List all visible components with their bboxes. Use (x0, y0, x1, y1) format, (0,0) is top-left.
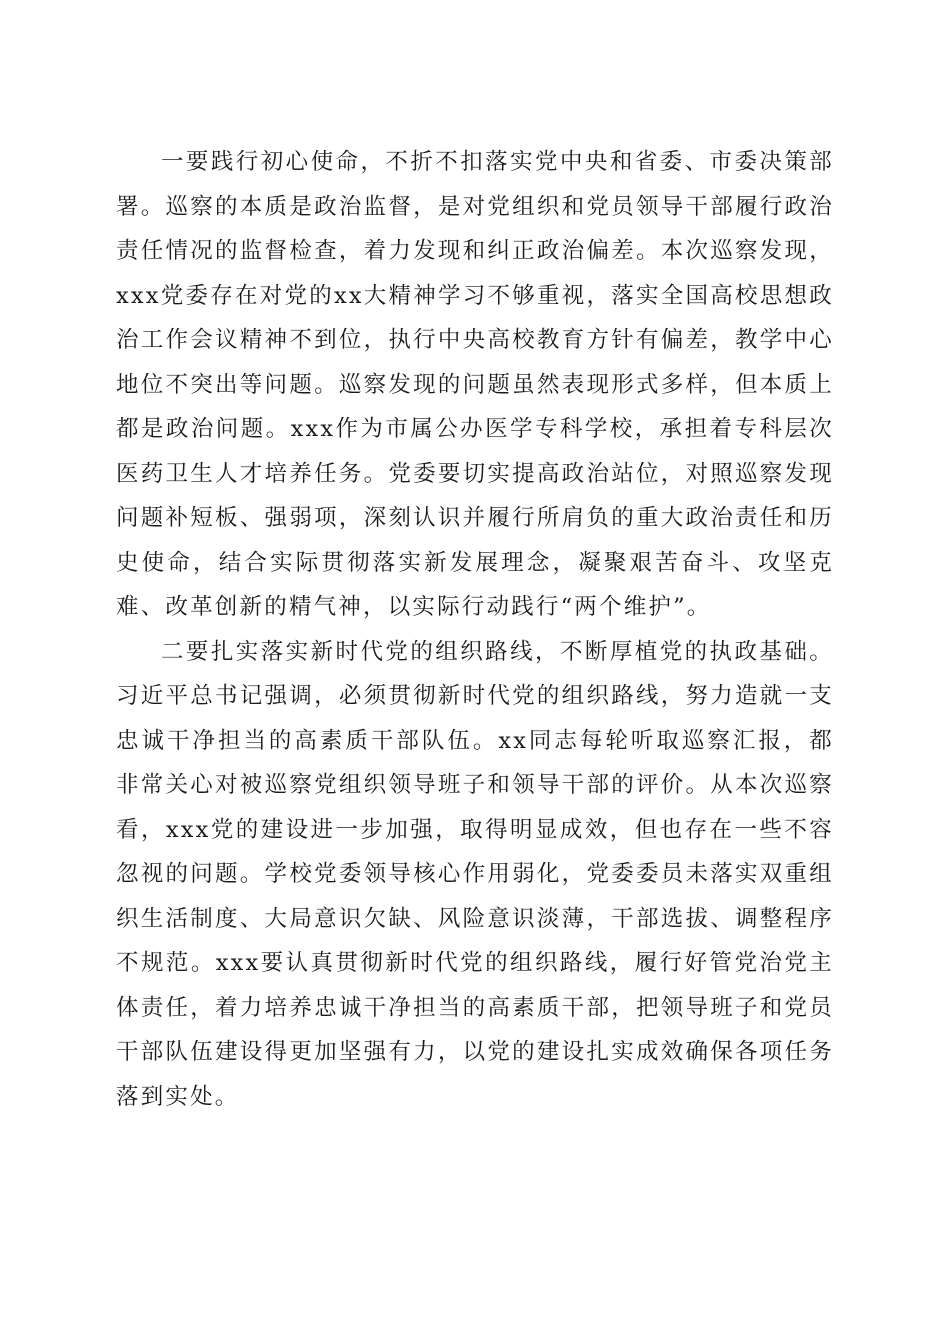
paragraph-1: 一要践行初心使命，不折不扣落实党中央和省委、市委决策部署。巡察的本质是政治监督，是对党组织和党员领导干部履行政治责任情况的监督检查，着力发现和纠正政治偏差。本次巡察发现，xxx党委存在对党的xx大精神学习不够重视，落实全国高校思想政治工作会议精神不到位，执行中央高校教育方针有偏差，教学中心地位不突出等问题。巡察发现的问题虽然表现形式多样，但本质上都是政治问题。xxx作为市属公办医学专科学校，承担着专科层次医药卫生人才培养任务。党委要切实提高政治站位，对照巡察发现问题补短板、强弱项，深刻认识并履行所肩负的重大政治责任和历史使命，结合实际贯彻落实新发展理念，凝聚艰苦奋斗、攻坚克难、改革创新的精气神，以实际行动践行“两个维护”。 (116, 149, 834, 620)
document-body (116, 140, 834, 1119)
paragraph-2: 二要扎实落实新时代党的组织路线，不断厚植党的执政基础。习近平总书记强调，必须贯彻新时代党的组织路线，努力造就一支忠诚干净担当的高素质干部队伍。xx同志每轮听取巡察汇报，都非常关心对被巡察党组织领导班子和领导干部的评价。从本次巡察看，xxx党的建设进一步加强，取得明显成效，但也存在一些不容忽视的问题。学校党委领导核心作用弱化，党委委员未落实双重组织生活制度、大局意识欠缺、风险意识淡薄，干部选拔、调整程序不规范。xxx要认真贯彻新时代党的组织路线，履行好管党治党主体责任，着力培养忠诚干净担当的高素质干部，把领导班子和党员干部队伍建设得更加坚强有力，以党的建设扎实成效确保各项任务落到实处。 (116, 638, 834, 1110)
